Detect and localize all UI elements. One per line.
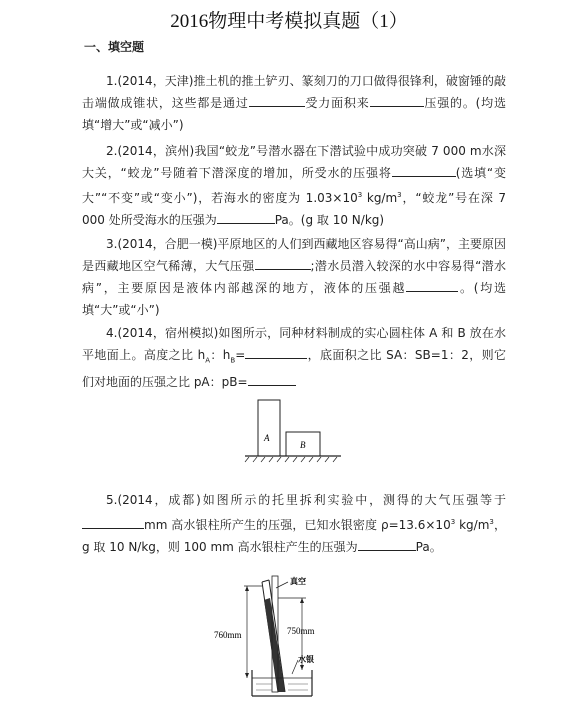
q3-text-b: ;潜水员潜入较深的水中容易得“潜水病”，主要原因是液体内部越深的地方，液体的压强越 bbox=[82, 259, 506, 295]
q5-blank-1[interactable] bbox=[82, 514, 144, 529]
q4-text-c: = bbox=[235, 348, 246, 362]
question-3 bbox=[82, 233, 506, 321]
question-2 bbox=[82, 140, 506, 231]
dim-750-arrow-up bbox=[300, 598, 304, 603]
question-4 bbox=[82, 322, 506, 393]
label-b: B bbox=[300, 440, 306, 450]
q3-blank-2[interactable] bbox=[406, 277, 458, 292]
q2-blank-2[interactable] bbox=[217, 209, 275, 224]
q2-text-e: Pa。(g 取 10 N/kg) bbox=[274, 213, 385, 227]
q2-text-a: 2.(2014，滨州)我国“蛟龙”号潜水器在下潜试验中成功突破 7 000 m水深大关，“蛟龙”号随着下潜深度的增加，所受水的压强将 bbox=[82, 144, 506, 180]
dim-760-arrow-down bbox=[245, 673, 249, 678]
question-1 bbox=[82, 70, 506, 136]
section-heading: 一、填空题 bbox=[84, 40, 145, 54]
page-title: 2016物理中考模拟真题（1） bbox=[170, 11, 408, 32]
label-a: A bbox=[264, 433, 270, 443]
q4-text-a: 4.(2014，宿州模拟)如图所示，同种材料制成的实心圆柱体 A 和 B 放在水平地面上。高度之比 h bbox=[82, 326, 506, 362]
q4-blank-1[interactable] bbox=[245, 344, 307, 359]
dim-760-arrow-up bbox=[245, 586, 249, 591]
q1-blank-2[interactable] bbox=[370, 92, 424, 107]
q5-sup-2: 3 bbox=[489, 518, 494, 526]
q5-sup-1: 3 bbox=[450, 518, 456, 526]
question-5 bbox=[82, 489, 506, 558]
q4-text-b: ：h bbox=[210, 348, 231, 362]
mercury-label: 水银 bbox=[298, 655, 314, 664]
q5-text-c: kg/m bbox=[455, 518, 490, 532]
q2-sup-2: 3 bbox=[397, 191, 402, 199]
q4-sub-a: A bbox=[205, 356, 211, 365]
q5-text-d: ，g 取 10 N/kg，则 100 mm 高水银柱产生的压强为 bbox=[82, 518, 506, 554]
q2-blank-1[interactable] bbox=[392, 162, 456, 177]
cylinders-figure bbox=[243, 394, 343, 464]
q3-text-c: 。(均选填“大”或“小”) bbox=[82, 281, 506, 317]
q5-text-e: Pa。 bbox=[415, 540, 442, 554]
ground-hatch bbox=[245, 457, 337, 462]
q2-text-b: (选填“变大”“不变”或“变小”)，若海水的密度为 1.03×10 bbox=[82, 166, 507, 205]
q2-sup-1: 3 bbox=[357, 191, 363, 199]
label-760mm: 760mm bbox=[214, 630, 242, 640]
cylinder-a bbox=[258, 400, 280, 456]
q4-sub-b: B bbox=[230, 356, 236, 365]
q1-text-c: 压强的。(均选填“增大”或“减小”) bbox=[82, 96, 506, 132]
q1-blank-1[interactable] bbox=[249, 92, 305, 107]
q2-text-d: ，“蛟龙”号在深 7 000 处所受海水的压强为 bbox=[82, 191, 506, 227]
mercury-pointer bbox=[292, 660, 298, 674]
q2-text-c: kg/m bbox=[362, 191, 398, 205]
torricelli-figure bbox=[212, 574, 342, 700]
label-750mm: 750mm bbox=[287, 626, 315, 636]
q3-text-a: 3.(2014，合肥一模)平原地区的人们到西藏地区容易得“高山病”，主要原因是西藏地区空气稀薄，大气压强 bbox=[82, 237, 506, 273]
dim-750-arrow-down bbox=[300, 665, 304, 670]
q5-blank-2[interactable] bbox=[358, 536, 416, 551]
tube-top bbox=[262, 580, 269, 582]
q3-blank-1[interactable] bbox=[255, 255, 311, 270]
q1-text-a: 1.(2014，天津)推土机的推土铲刃、篆刻刀的刀口做得很锋利，破窗锤的敲击端做成锥状，这些都是通过 bbox=[82, 74, 506, 110]
q4-text-d: ，底面积之比 SA：SB=1：2，则它们对地面的压强之比 pA：pB= bbox=[82, 348, 506, 390]
q1-text-b: 受力面积来 bbox=[304, 96, 370, 110]
q4-blank-2[interactable] bbox=[248, 371, 296, 386]
q5-text-b: mm 高水银柱所产生的压强，已知水银密度 ρ=13.6×10 bbox=[144, 518, 451, 532]
q5-text-a: 5.(2014，成都)如图所示的托里拆利实验中，测得的大气压强等于 bbox=[106, 493, 506, 507]
vacuum-label: 真空 bbox=[290, 577, 306, 586]
